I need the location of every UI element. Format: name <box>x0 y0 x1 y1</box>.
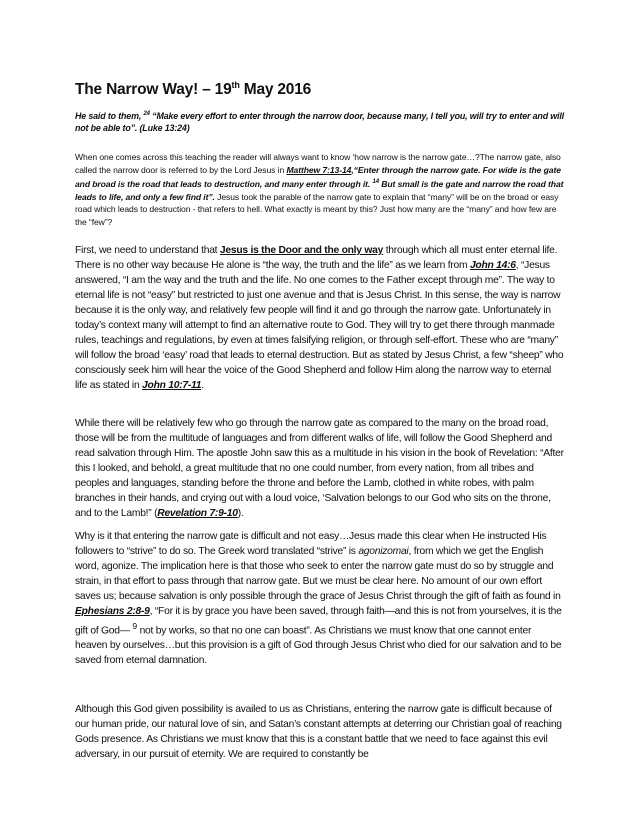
scripture-reference: Revelation 7:9-10 <box>157 508 238 519</box>
scripture-quote: ,“Enter through the narrow gate. For wide is the gate and broad is the road that leads to destruction, and many enter through it. <box>75 164 561 190</box>
intro-paragraph <box>75 151 565 228</box>
intro-quote: “Make every effort to enter through the narrow door, because many, I tell you, will try to enter and will not be able to”. (Luke 13:24) <box>75 110 564 134</box>
paragraph-text: While there will be relatively few who go through the narrow gate as compared to the many on the broad road, those will be from the multitude of languages and from different walks of life, will follow the Good Shepherd and read salvation through Him. The apostle John saw this as a multitude in his vision in the book of Revelation: <box>75 418 552 459</box>
paragraph-text: The way to eternal life is not “easy” but restricted to just one avenue and that is Jesus Christ. In this sense, the way is narrow because it is the only way, and relatively few people will find it and go through the narrow gate. Unfortunately in today’s context many will attempt to find an alternative route to God. They will try to get there through manmade rules, teachings and regulations, by even at times falsifying religion, or through self-effort. These who are “many” will follow the broad ‘easy’ road that leads to eternal destruction. But as stated by Jesus Christ, a few “sheep” who consciously seek him will hear the voice of the Good Shepherd and follow Him along the narrow way to eternal life as stated in <box>75 275 564 391</box>
title-text: The Narrow Way! – 19 <box>75 81 232 99</box>
body-paragraph-4 <box>75 702 565 762</box>
paragraph-text: Although this God given possibility is availed to us as Christians, entering the narrow gate is difficult because of our human pride, our natural love of sin, and Satan’s constant attempts at deterring our Christian goal of reaching Gods presence. As Christians we must know that this is a constant battle that we need to face against this evil adversary, in our pursuit of eternity. We are required to constantly be <box>75 704 562 760</box>
intro-paragraph-text: When one comes across this teaching the reader will always want to know ‘how narrow is the narrow gate…?The narrow gate, also called the narrow door is referred to by the Lord Jesus in <box>75 152 561 175</box>
scripture-quote: , “For it is by grace you have been saved, through faith—and this is not from yourselves, it is the gift of God— <box>75 606 562 637</box>
scripture-quote: But small is the gate and narrow the road that leads to life, and only a few find it”. <box>75 179 564 202</box>
scripture-reference: Matthew 7:13-14 <box>286 164 352 175</box>
verse-number: 24 <box>143 111 150 117</box>
intro-verse <box>75 108 565 135</box>
scripture-reference: John 10:7-11 <box>142 380 202 391</box>
paragraph-text: . <box>201 380 204 391</box>
verse-number: 9 <box>132 621 137 631</box>
scripture-quote: “After this I looked, and behold, a great multitude that no one could number, from every nation, from all tribes and peoples and languages, standing before the throne and before the Lamb, clothed in white robes, with palm branches in their hands, and crying out with a loud voice, ‘Salvation belongs to our God who sits on the throne, and to the Lamb!” ( <box>75 448 564 519</box>
paragraph-text: through which all must enter eternal life. There is no other way because He alone is “the way, the truth and the life” as we learn from <box>75 245 558 271</box>
paragraph-text: , from which we get the English word, agonize. The implication here is that those who seek to enter the narrow gate must do so by struggle and strain, in that effort to pass through that narrow gate. But we must be clear here. No amount of our own effort saves us; because salvation is only possible through the grace of Jesus Christ through the gift of faith as found in <box>75 546 561 602</box>
intro-lead: He said to them, <box>75 110 144 121</box>
body-paragraph-1 <box>75 243 565 393</box>
scripture-quote: not by works, so that no one can boast”. <box>136 625 313 637</box>
greek-word: agonizomai <box>358 546 409 557</box>
scripture-reference: Ephesians 2:8-9 <box>75 606 150 617</box>
scripture-reference: John 14:6 <box>469 260 516 271</box>
paragraph-text: First, we need to understand that <box>75 245 220 256</box>
paragraph-text: ). <box>237 508 244 519</box>
scripture-quote: , “Jesus answered, “I am the way and the truth and the life. No one comes to the Father except through me”. <box>75 260 550 286</box>
title-superscript: th <box>231 80 240 90</box>
paragraph-text: Why is it that entering the narrow gate is difficult and not easy…Jesus made this clear when He instructed His followers to “strive” to do so. The Greek word translated “strive” is <box>75 531 547 557</box>
body-paragraph-2 <box>75 416 565 521</box>
body-paragraph-3 <box>75 529 565 668</box>
title-date: May 2016 <box>239 81 312 99</box>
verse-number: 14 <box>372 179 379 186</box>
paragraph-text: As Christians we must know that one cannot enter heaven by ourselves…but this provision is a gift of God through Jesus Christ who died for our salvation and to be saved from eternal damnation. <box>75 625 562 667</box>
page-title <box>75 80 575 99</box>
intro-paragraph-text: Jesus took the parable of the narrow gate to explain that “many” will be on the broad or easy road which leads to destruction - that refers to hell. What exactly is meant by this? Just how many are the “many” and how few are the “few”? <box>75 191 559 227</box>
emphasis-text: Jesus is the Door and the only way <box>219 245 384 256</box>
